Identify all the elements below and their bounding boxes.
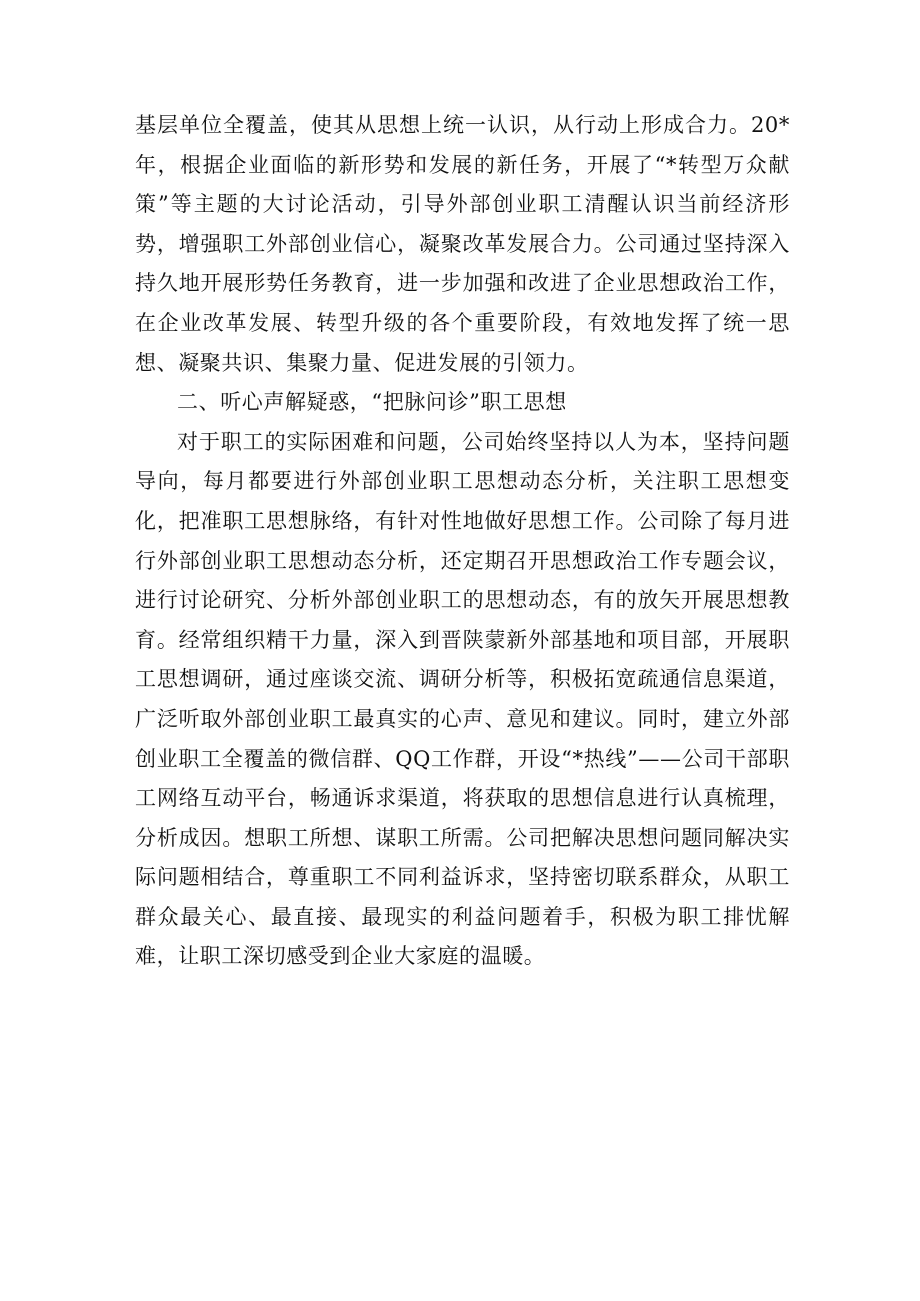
section-heading: 二、听心声解疑惑，“把脉问诊”职工思想 xyxy=(177,390,567,415)
paragraph-continuation: 基层单位全覆盖，使其从思想上统一认识，从行动上形成合力。20*年，根据企业面临的新形势和发展的新任务，开展了“*转型万众献策”等主题的大讨论活动，引导外部创业职工清醒认识当前经济形势，增强职工外部创业信心，凝聚改革发展合力。公司通过坚持深入持久地开展形势任务教育，进一步加强和改进了企业思想政治工作，在企业改革发展、转型升级的各个重要阶段，有效地发挥了统一思想、凝聚共识、集聚力量、促进发展的引领力。 xyxy=(135,113,790,375)
document-body xyxy=(135,106,790,977)
paragraph-body: 对于职工的实际困难和问题，公司始终坚持以人为本，坚持问题导向，每月都要进行外部创业职工思想动态分析，关注职工思想变化，把准职工思想脉络，有针对性地做好思想工作。公司除了每月进行外部创业职工思想动态分析，还定期召开思想政治工作专题会议，进行讨论研究、分析外部创业职工的思想动态，有的放矢开展思想教育。经常组织精干力量，深入到晋陕蒙新外部基地和项目部，开展职工思想调研，通过座谈交流、调研分析等，积极拓宽疏通信息渠道，广泛听取外部创业职工最真实的心声、意见和建议。同时，建立外部创业职工全覆盖的微信群、QQ工作群，开设“*热线”——公司干部职工网络互动平台，畅通诉求渠道，将获取的思想信息进行认真梳理，分析成因。想职工所想、谋职工所需。公司把解决思想问题同解决实际问题相结合，尊重职工不同利益诉求，坚持密切联系群众，从职工群众最关心、最直接、最现实的利益问题着手，积极为职工排忧解难，让职工深切感受到企业大家庭的温暖。 xyxy=(135,429,790,969)
